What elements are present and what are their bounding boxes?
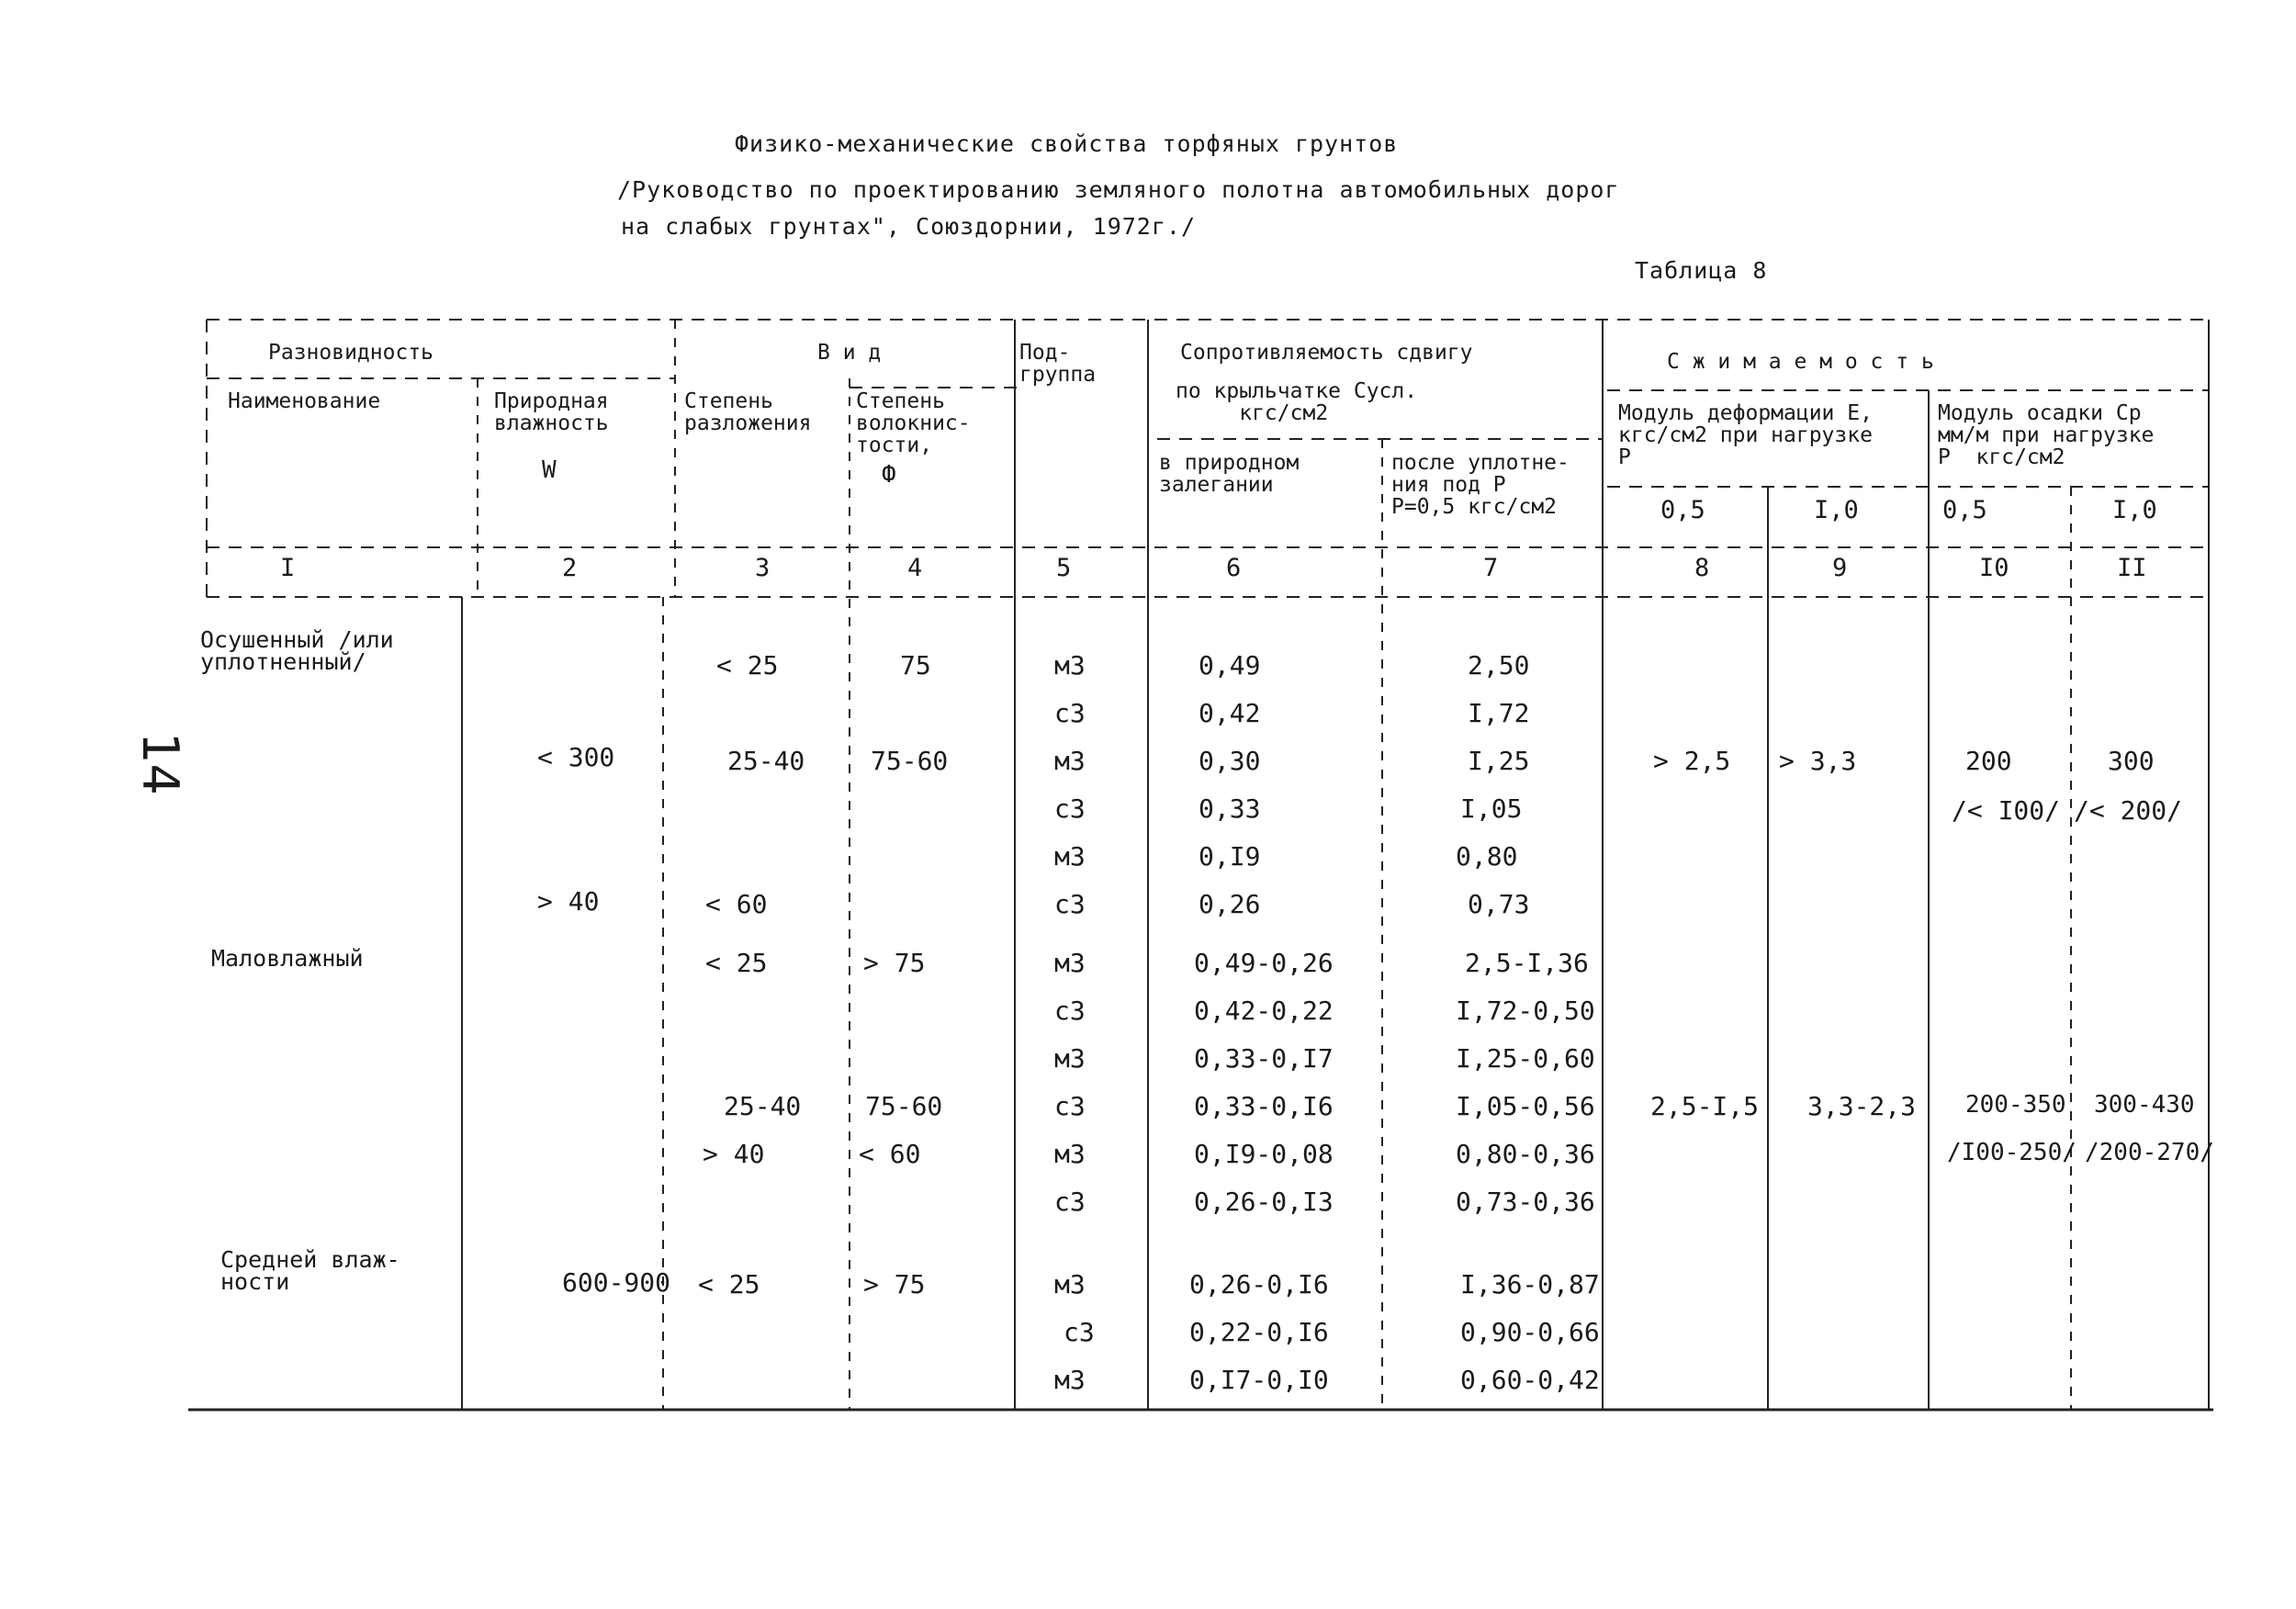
- row15-prirod: 0,I7-0,I0: [1189, 1365, 1329, 1395]
- colnum-6: 6: [1226, 554, 1242, 582]
- row13-posle: I,36-0,87: [1460, 1269, 1600, 1300]
- name-malovlazhnyi: Маловлажный: [211, 945, 364, 972]
- header-krylchatka: по крыльчатке Сусл. кгс/см2: [1176, 379, 1418, 425]
- header-naimenovanie: Наименование: [228, 389, 381, 413]
- row3-prirod: 0,30: [1199, 746, 1261, 776]
- e-group1-p05: > 2,5: [1653, 746, 1731, 776]
- header-posle-uplotneniya: после уплотне- ния под Р Р=0,5 кгс/см2: [1391, 451, 1570, 519]
- header-prirodnaya: Природная влажность: [494, 389, 609, 435]
- row8-posle: I,72-0,50: [1456, 996, 1595, 1026]
- row12-prirod: 0,26-0,I3: [1194, 1187, 1334, 1217]
- c-group1-p05: 200: [1965, 746, 2012, 776]
- c-group2-p05: 200-350: [1965, 1091, 2066, 1119]
- document-title: Физико-механические свойства торфяных грунтов: [735, 130, 1399, 157]
- row11-posle: 0,80-0,36: [1456, 1139, 1595, 1169]
- row7-podgruppa: м3: [1054, 948, 1086, 978]
- source-line-1: /Руководство по проектированию земляного полотна автомобильных дорог: [617, 176, 1620, 203]
- row12-podgruppa: с3: [1054, 1187, 1086, 1217]
- row9-prirod: 0,33-0,I7: [1194, 1043, 1334, 1074]
- row3-volokn: 75-60: [871, 746, 949, 776]
- header-raznovidnost: Разновидность: [268, 341, 434, 365]
- row13-podgruppa: м3: [1054, 1269, 1086, 1300]
- header-vid: В и д: [817, 341, 882, 365]
- header-stepen-razlozheniya: Степень разложения: [684, 389, 812, 435]
- row1-podgruppa: м3: [1054, 650, 1086, 681]
- row4-podgruppa: с3: [1054, 793, 1086, 824]
- header-modul-deformacii: Модуль деформации Е, кгс/см2 при нагрузке Р: [1618, 401, 1873, 469]
- row15-posle: 0,60-0,42: [1460, 1365, 1600, 1395]
- row5-podgruppa: м3: [1054, 841, 1086, 872]
- c-group1-p10-alt: /< 200/: [2074, 795, 2183, 826]
- c-group1-p10: 300: [2108, 746, 2155, 776]
- row4-posle: I,05: [1460, 793, 1523, 824]
- row11-volokn: < 60: [859, 1139, 921, 1169]
- row10-volokn: 75-60: [865, 1091, 943, 1121]
- header-e-p10: I,0: [1814, 496, 1859, 524]
- header-modul-osadki: Модуль осадки Ср мм/м при нагрузке Р кгс/см2: [1938, 401, 2155, 469]
- colnum-1: I: [280, 554, 296, 582]
- header-stepen-voloknistosti: Степень волокнис- тости,: [856, 389, 971, 457]
- row13-volokn: > 75: [863, 1269, 926, 1300]
- moisture-3: 600-900: [562, 1267, 671, 1298]
- colnum-3: 3: [755, 554, 771, 582]
- header-phi: Ф: [882, 461, 896, 489]
- header-c-p05: 0,5: [1942, 496, 1987, 524]
- row7-prirod: 0,49-0,26: [1194, 948, 1334, 978]
- row1-volokn: 75: [900, 650, 931, 681]
- name-srednei-vlazhnosti: Средней влаж- ности: [220, 1246, 400, 1295]
- row8-podgruppa: с3: [1054, 996, 1086, 1026]
- row10-podgruppa: с3: [1054, 1091, 1086, 1121]
- row6-podgruppa: с3: [1054, 889, 1086, 919]
- moisture-1: < 300: [537, 742, 615, 772]
- table-label: Таблица 8: [1635, 257, 1768, 284]
- row7-razl: < 25: [705, 948, 768, 978]
- colnum-7: 7: [1483, 554, 1499, 582]
- row14-posle: 0,90-0,66: [1460, 1317, 1600, 1347]
- row3-razl: 25-40: [727, 746, 805, 776]
- row12-posle: 0,73-0,36: [1456, 1187, 1595, 1217]
- colnum-11: II: [2117, 554, 2147, 582]
- header-podgruppa: Под- группа: [1019, 341, 1097, 387]
- row3-podgruppa: м3: [1054, 746, 1086, 776]
- header-e-p05: 0,5: [1660, 496, 1705, 524]
- row6-prirod: 0,26: [1199, 889, 1261, 919]
- header-c-p10: I,0: [2112, 496, 2157, 524]
- row11-podgruppa: м3: [1054, 1139, 1086, 1169]
- row1-razl: < 25: [716, 650, 779, 681]
- row2-podgruppa: с3: [1054, 698, 1086, 728]
- row1-posle: 2,50: [1468, 650, 1530, 681]
- row9-posle: I,25-0,60: [1456, 1043, 1595, 1074]
- moisture-2: > 40: [537, 886, 600, 917]
- row14-podgruppa: с3: [1064, 1317, 1095, 1347]
- row13-razl: < 25: [698, 1269, 760, 1300]
- c-group2-p10: 300-430: [2094, 1091, 2195, 1119]
- colnum-10: I0: [1979, 554, 2009, 582]
- row5-posle: 0,80: [1456, 841, 1518, 872]
- row7-posle: 2,5-I,36: [1465, 948, 1589, 978]
- row6-posle: 0,73: [1468, 889, 1530, 919]
- row2-prirod: 0,42: [1199, 698, 1261, 728]
- row15-podgruppa: м3: [1054, 1365, 1086, 1395]
- row4-prirod: 0,33: [1199, 793, 1261, 824]
- colnum-5: 5: [1056, 554, 1072, 582]
- source-line-2: на слабых грунтах", Союздорнии, 1972г./: [621, 213, 1196, 240]
- e-group2-p05: 2,5-I,5: [1650, 1091, 1760, 1121]
- header-v-prirodnom: в природном залегании: [1159, 451, 1300, 497]
- row14-prirod: 0,22-0,I6: [1189, 1317, 1329, 1347]
- c-group1-p05-alt: /< I00/: [1952, 795, 2061, 826]
- c-group2-p05-alt: /I00-250/: [1947, 1139, 2077, 1166]
- row10-razl: 25-40: [724, 1091, 802, 1121]
- row7-volokn: > 75: [863, 948, 926, 978]
- row11-prirod: 0,I9-0,08: [1194, 1139, 1334, 1169]
- row1-prirod: 0,49: [1199, 650, 1261, 681]
- row10-posle: I,05-0,56: [1456, 1091, 1595, 1121]
- row5-prirod: 0,I9: [1199, 841, 1261, 872]
- colnum-2: 2: [562, 554, 578, 582]
- row10-prirod: 0,33-0,I6: [1194, 1091, 1334, 1121]
- c-group2-p10-alt: /200-270/: [2085, 1139, 2214, 1166]
- row2-posle: I,72: [1468, 698, 1530, 728]
- page-number: 14: [130, 732, 189, 795]
- row13-prirod: 0,26-0,I6: [1189, 1269, 1329, 1300]
- e-group1-p10: > 3,3: [1779, 746, 1857, 776]
- name-osushennyi: Осушенный /или уплотненный/: [200, 626, 394, 675]
- header-soprotivlyaemost: Сопротивляемость сдвигу: [1180, 341, 1473, 365]
- header-w: W: [542, 456, 557, 484]
- header-szhimaemost: С ж и м а е м о с т ь: [1667, 350, 1934, 374]
- colnum-8: 8: [1694, 554, 1710, 582]
- row11-razl: > 40: [703, 1139, 765, 1169]
- row6-razl: < 60: [705, 889, 768, 919]
- row8-prirod: 0,42-0,22: [1194, 996, 1334, 1026]
- row3-posle: I,25: [1468, 746, 1530, 776]
- colnum-4: 4: [907, 554, 923, 582]
- colnum-9: 9: [1832, 554, 1848, 582]
- row9-podgruppa: м3: [1054, 1043, 1086, 1074]
- e-group2-p10: 3,3-2,3: [1807, 1091, 1917, 1121]
